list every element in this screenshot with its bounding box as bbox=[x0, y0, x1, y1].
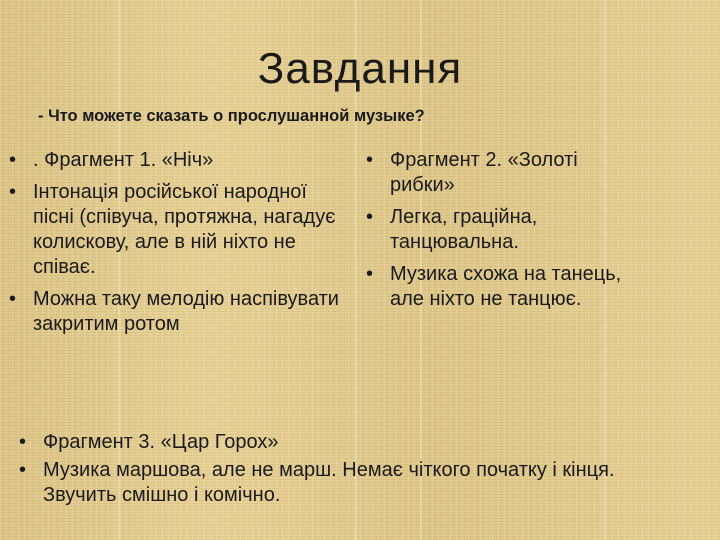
list-item-text: . Фрагмент 1. «Ніч» bbox=[33, 149, 214, 171]
list-item-text: Інтонація російської народної пісні (співуча, протяжна, нагадує колискову, але в ній ніхто не співає. bbox=[33, 181, 336, 278]
list-item bbox=[360, 262, 640, 312]
list-item bbox=[360, 205, 640, 255]
slide-title: Завдання bbox=[257, 44, 463, 93]
list-item-text: Можна таку мелодію наспівувати закритим ротом bbox=[33, 288, 339, 335]
list-item-text: Музика схожа на танець, але ніхто не танцює. bbox=[390, 263, 622, 310]
bullet-icon: • bbox=[9, 149, 17, 171]
list-item-text: Легка, граційна, танцювальна. bbox=[390, 206, 538, 253]
bullet-icon: • bbox=[9, 288, 17, 310]
right-bullet-list bbox=[360, 148, 640, 319]
list-item-text: Музика маршова, але не марш. Немає чіткого початку і кінця. Звучить смішно і комічно. bbox=[43, 459, 615, 506]
bottom-bullet-list bbox=[13, 430, 693, 511]
list-item bbox=[360, 148, 640, 198]
bullet-icon: • bbox=[366, 206, 374, 228]
bullet-icon: • bbox=[19, 431, 27, 453]
list-item bbox=[3, 287, 343, 337]
bullet-icon: • bbox=[366, 149, 374, 171]
slide-subtitle: - Что можете сказать о прослушанной музыке? bbox=[38, 107, 425, 125]
list-item bbox=[3, 148, 343, 173]
bullet-icon: • bbox=[19, 459, 27, 481]
bullet-icon: • bbox=[366, 263, 374, 285]
left-bullet-list bbox=[3, 148, 343, 344]
list-item-text: Фрагмент 2. «Золоті рибки» bbox=[390, 149, 578, 196]
list-item bbox=[13, 458, 693, 508]
list-item-text: Фрагмент 3. «Цар Горох» bbox=[43, 431, 279, 453]
bullet-icon: • bbox=[9, 181, 17, 203]
list-item bbox=[13, 430, 693, 455]
list-item bbox=[3, 180, 343, 280]
